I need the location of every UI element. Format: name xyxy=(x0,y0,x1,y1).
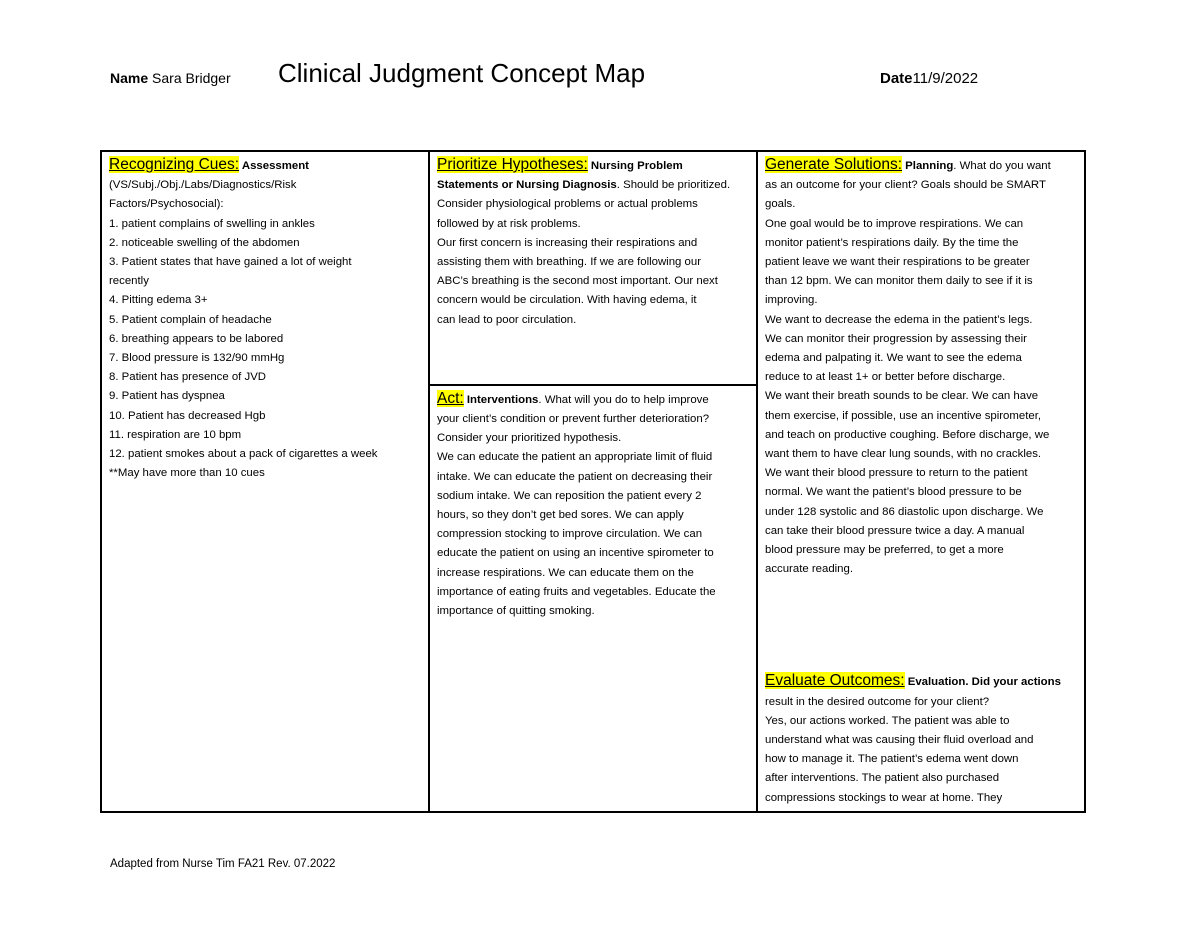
generate-solutions-heading xyxy=(765,155,1077,176)
hypothesis-text: . Should be prioritized. xyxy=(616,179,731,192)
act-line: intake. We can educate the patient on decreasing their xyxy=(437,470,713,483)
hypothesis-line: Consider physiological problems or actual problems xyxy=(437,198,698,211)
date-label: Date xyxy=(880,70,913,87)
cue-line: 8. Patient has presence of JVD xyxy=(109,371,267,384)
act-text: . What will you do to help improve xyxy=(538,393,709,406)
prioritize-hypotheses-cell xyxy=(429,151,757,385)
cue-line: 12. patient smokes about a pack of cigarettes a week xyxy=(109,448,378,461)
solution-line: monitor patient’s respirations daily. By the time the xyxy=(765,236,1019,249)
cue-line: (VS/Subj./Obj./Labs/Diagnostics/Risk xyxy=(109,179,297,192)
prioritize-hypotheses-title: Prioritize Hypotheses: xyxy=(437,156,588,173)
solution-line: under 128 systolic and 86 diastolic upon discharge. We xyxy=(765,505,1044,518)
solution-line: reduce to at least 1+ or better before discharge. xyxy=(765,371,1006,384)
solution-line: We can monitor their progression by assessing their xyxy=(765,332,1027,345)
solution-line: edema and palpating it. We want to see the edema xyxy=(765,352,1022,365)
hypothesis-line: followed by at risk problems. xyxy=(437,217,581,230)
act-title: Act: xyxy=(437,389,464,407)
solution-line: accurate reading. xyxy=(765,563,854,576)
student-name xyxy=(110,70,231,86)
solution-line: want them to have clear lung sounds, with no crackles. xyxy=(765,448,1042,461)
evaluate-outcomes-section xyxy=(765,671,1077,807)
act-heading xyxy=(437,389,749,410)
evaluate-line: after interventions. The patient also purchased xyxy=(765,772,1000,785)
evaluate-outcomes-title: Evaluate Outcomes: xyxy=(765,672,905,690)
solution-line: We want their blood pressure to return to the patient xyxy=(765,467,1028,480)
act-line: sodium intake. We can reposition the patient every 2 xyxy=(437,489,702,502)
prioritize-hypotheses-subtitle: Nursing Problem xyxy=(587,160,683,172)
cue-line: 7. Blood pressure is 132/90 mmHg xyxy=(109,352,285,365)
hypothesis-line xyxy=(437,176,749,195)
prioritize-hypotheses-subtitle-cont: Statements or Nursing Diagnosis xyxy=(437,179,617,192)
evaluate-line: Yes, our actions worked. The patient was able to xyxy=(765,714,1010,727)
hypothesis-line: concern would be circulation. With having edema, it xyxy=(437,294,697,307)
solution-line: We want their breath sounds to be clear. We can have xyxy=(765,390,1039,403)
evaluate-line: compressions stockings to wear at home. They xyxy=(765,791,1003,804)
cue-line: 2. noticeable swelling of the abdomen xyxy=(109,236,300,249)
act-line: importance of quitting smoking. xyxy=(437,604,595,617)
evaluate-outcomes-heading xyxy=(765,671,1077,692)
solution-line: blood pressure may be preferred, to get a more xyxy=(765,544,1004,557)
generate-solutions-subtitle: Planning xyxy=(902,160,954,172)
act-cell xyxy=(429,385,757,812)
generate-solutions-cell xyxy=(757,151,1085,812)
footer-note: Adapted from Nurse Tim FA21 Rev. 07.2022 xyxy=(110,858,336,870)
cue-line: recently xyxy=(109,275,149,288)
act-line: your client’s condition or prevent further deterioration? xyxy=(437,412,710,425)
recognizing-cues-title: Recognizing Cues: xyxy=(109,156,240,173)
cue-line: 10. Patient has decreased Hgb xyxy=(109,409,266,422)
recognizing-cues-heading xyxy=(109,155,421,176)
act-subtitle: Interventions xyxy=(463,393,539,406)
solution-line: as an outcome for your client? Goals should be SMART xyxy=(765,179,1046,192)
evaluate-line: how to manage it. The patient’s edema went down xyxy=(765,753,1019,766)
cue-line: 6. breathing appears to be labored xyxy=(109,332,284,345)
solution-line: them exercise, if possible, use an incentive spirometer, xyxy=(765,409,1042,422)
concept-map-table xyxy=(100,150,1086,813)
document-date xyxy=(880,70,978,87)
act-line: increase respirations. We can educate them on the xyxy=(437,566,694,579)
cue-line: 5. Patient complain of headache xyxy=(109,313,272,326)
prioritize-hypotheses-heading xyxy=(437,155,749,176)
evaluate-line: understand what was causing their fluid overload and xyxy=(765,734,1034,747)
solution-line: We want to decrease the edema in the patient’s legs. xyxy=(765,313,1033,326)
act-line: compression stocking to improve circulation. We can xyxy=(437,528,703,541)
act-line: importance of eating fruits and vegetables. Educate the xyxy=(437,585,716,598)
date-value: 11/9/2022 xyxy=(912,70,979,87)
cue-line: 11. respiration are 10 bpm xyxy=(109,428,242,441)
name-value: Sara Bridger xyxy=(148,70,231,86)
hypothesis-line: Our first concern is increasing their respirations and xyxy=(437,236,698,249)
cue-line: Factors/Psychosocial): xyxy=(109,198,224,211)
evaluate-outcomes-subtitle: Evaluation. xyxy=(904,676,969,689)
page-title: Clinical Judgment Concept Map xyxy=(278,58,646,88)
solution-text: . What do you want xyxy=(953,160,1051,172)
act-line: educate the patient on using an incentive spirometer to xyxy=(437,547,714,560)
act-line: hours, so they don’t get bed sores. We can apply xyxy=(437,508,684,521)
solution-line: and teach on productive coughing. Before discharge, we xyxy=(765,428,1050,441)
cue-line: 1. patient complains of swelling in ankles xyxy=(109,217,315,230)
solution-line: can take their blood pressure twice a day. A manual xyxy=(765,524,1025,537)
solution-line: goals. xyxy=(765,198,796,211)
solution-line: normal. We want the patient’s blood pressure to be xyxy=(765,486,1022,499)
hypothesis-line: assisting them with breathing. If we are following our xyxy=(437,256,702,269)
act-line: We can educate the patient an appropriate limit of fluid xyxy=(437,451,713,464)
cue-line: 3. Patient states that have gained a lot of weight xyxy=(109,256,352,269)
solution-line: One goal would be to improve respirations. We can xyxy=(765,217,1024,230)
solution-line: than 12 bpm. We can monitor them daily to see if it is xyxy=(765,275,1033,288)
cue-line: 4. Pitting edema 3+ xyxy=(109,294,208,307)
evaluate-text: Did your actions xyxy=(968,676,1061,689)
evaluate-line: result in the desired outcome for your client? xyxy=(765,695,990,708)
cue-line: 9. Patient has dyspnea xyxy=(109,390,225,403)
generate-solutions-title: Generate Solutions: xyxy=(765,156,903,173)
recognizing-cues-subtitle: Assessment xyxy=(239,160,309,172)
name-label: Name xyxy=(110,70,149,86)
act-line: Consider your prioritized hypothesis. xyxy=(437,432,622,445)
solution-line: patient leave we want their respirations to be greater xyxy=(765,256,1030,269)
cue-line: **May have more than 10 cues xyxy=(109,467,265,480)
document-header xyxy=(110,58,1090,98)
hypothesis-line: ABC’s breathing is the second most important. Our next xyxy=(437,275,718,288)
hypothesis-line: can lead to poor circulation. xyxy=(437,313,577,326)
solution-line: improving. xyxy=(765,294,818,307)
recognizing-cues-cell xyxy=(101,151,429,812)
